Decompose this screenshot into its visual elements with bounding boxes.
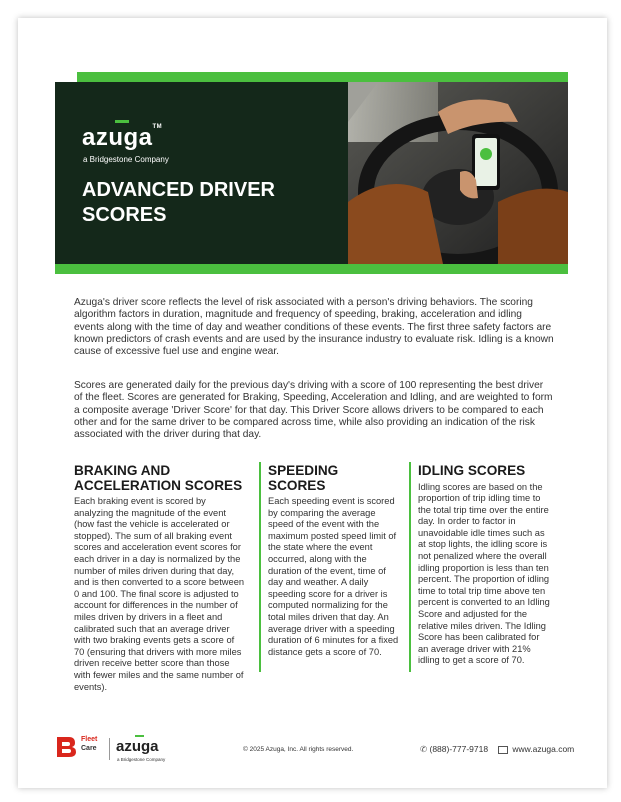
speeding-body: Each speeding event is scored by comparing the average speed of the event with the maximum posted speed limit of the state where the event occurred, along with the duration of the event, time of day and weather. A daily speeding score for a driver is computed normalizing for the total miles driven that day. An average driver with a speeding duration of 6 minutes for a fixed distance gets a score of 70. xyxy=(268,496,399,657)
intro-paragraph-2: Scores are generated daily for the previous day's driving with a score of 100 representing the best driver of the fleet. Scores are generated for Braking, Speeding, Acceleration and Idling, and are weighted to form a composite average 'Driver Score' for that day. This Driver Score allows drivers to be compared to each other and for the same driver to be compared across time, while also providing an indication of the risk associated with the driver during that day. xyxy=(74,380,553,441)
speeding-column xyxy=(268,464,399,658)
azuga-logo: azuga™ xyxy=(82,124,162,152)
braking-body: Each braking event is scored by analyzing the magnitude of the event (how fast the vehicle is accelerated or stopped). The sum of all braking event scores and acceleration event scores for each driver in a day is normalized by the number of miles driven during that day, and is then converted to a score between 0 and 100. The final score is adjusted to account for differences in the number of miles driven by drivers in a fleet and calibrated such that an average driver with two braking events gets a score of 70 (ensuring that drivers with more miles driven receive better score than those with fewer miles and the same number of events). xyxy=(74,496,245,692)
braking-heading: BRAKING AND ACCELERATION SCORES xyxy=(74,463,243,493)
care-text: Care xyxy=(81,745,97,752)
bridgestone-b-icon xyxy=(55,735,81,759)
accent-bar-bottom xyxy=(55,264,568,274)
hero-panel xyxy=(55,82,348,264)
logo-tagline: a Bridgestone Company xyxy=(83,155,169,164)
phone-icon: ✆ xyxy=(420,744,428,754)
accent-bar-top xyxy=(77,72,568,82)
intro-paragraph-1: Azuga's driver score reflects the level of risk associated with a person's driving behaviors. The scoring algorithm factors in duration, magnitude and frequency of speeding, braking, acceleration and idling events along with the time of day and weather conditions of these events. The first three safety factors are known predictors of crash events and are used by the insurance industry to evaluate risk. Idling is a known cause of excessive fuel use and engine wear. xyxy=(74,297,554,358)
monitor-icon xyxy=(498,746,508,754)
copyright: © 2025 Azuga, Inc. All rights reserved. xyxy=(243,746,354,753)
column-divider-1 xyxy=(259,462,261,672)
idling-column xyxy=(418,464,552,667)
footer-phone: ✆ (888)-777-9718 xyxy=(420,744,489,754)
fleetcare-logo xyxy=(55,735,98,764)
footer-website[interactable]: www.azuga.com xyxy=(498,744,574,754)
footer-azuga-logo: azuga xyxy=(116,738,159,755)
idling-body: Idling scores are based on the proportion of trip idling time to the total trip time over the entire day. In order to factor in unavoidable idle times such as at stop lights, the idling score is not penalized where the overall idling proportion is less than ten percent. The proportion of idling time to total trip time above ten percent is converted to an Idling Score and adjusted for the relative miles driven. The Idling Score has been calibrated for an average driver with 21% idling to get a score of 70. xyxy=(418,481,550,666)
idling-heading: IDLING SCORES xyxy=(418,463,526,478)
braking-column xyxy=(74,464,246,693)
speeding-heading: SPEEDING SCORES xyxy=(268,463,339,493)
fleet-text: Fleet xyxy=(81,736,98,743)
hero-photo xyxy=(348,82,568,264)
page-title: ADVANCED DRIVER SCORES xyxy=(82,179,275,226)
column-divider-2 xyxy=(409,462,411,672)
driver-using-phone-photo xyxy=(348,82,568,264)
footer-azuga-tagline: a Bridgestone Company xyxy=(117,757,166,762)
footer-divider xyxy=(109,738,110,760)
